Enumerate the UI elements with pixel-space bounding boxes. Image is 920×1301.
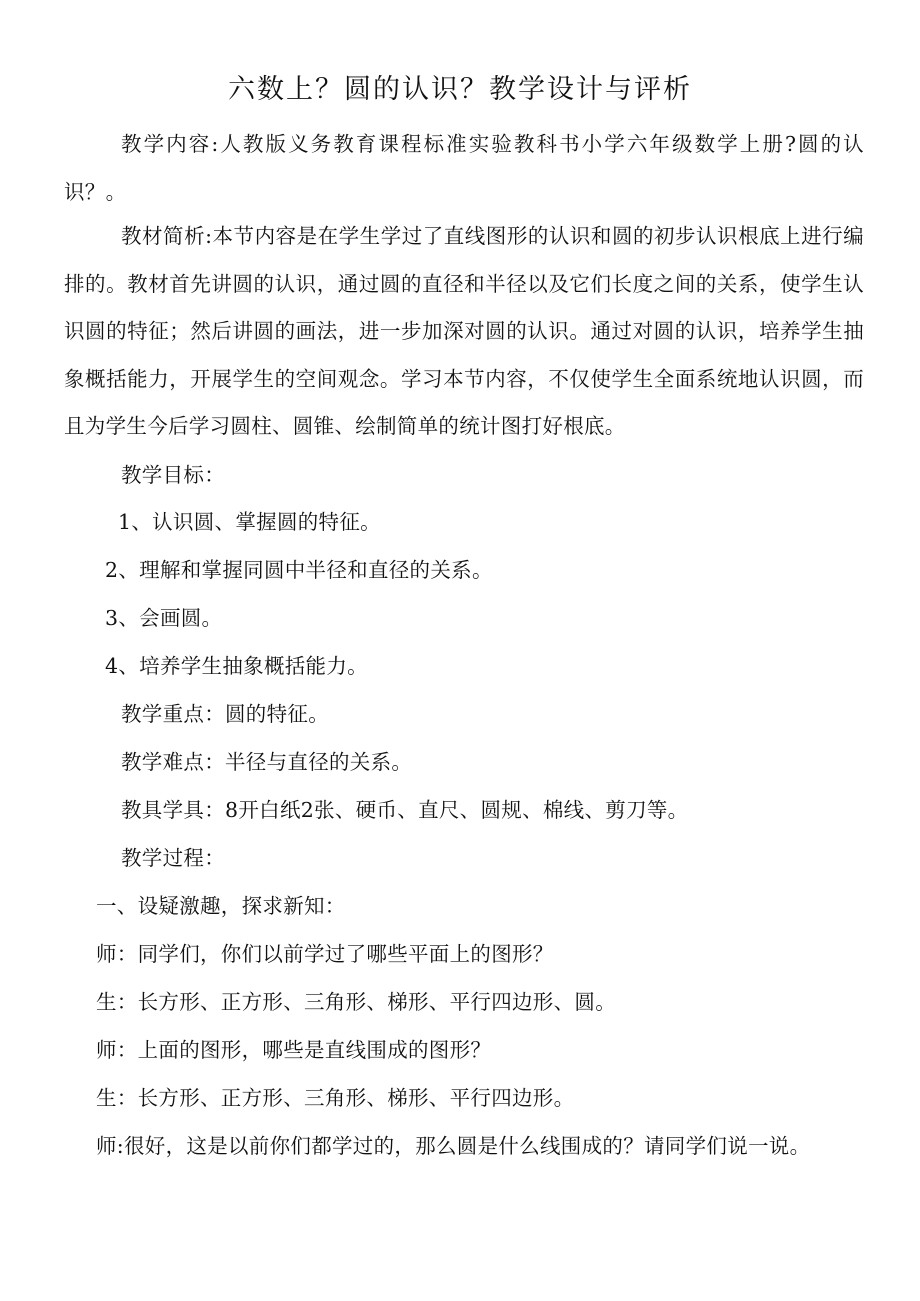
document-title: 六数上？圆的认识？教学设计与评析 (228, 74, 692, 105)
key-point: 教学重点：圆的特征。 (121, 702, 329, 726)
goal-item-3: 3、会画圆。 (105, 606, 223, 630)
teaching-content-paragraph: 教学内容:人教版义务教育课程标准实验教科书小学六年级数学上册?圆的认识？。 (64, 132, 864, 204)
goal-item-4: 4、培养学生抽象概括能力。 (105, 654, 368, 678)
process-heading: 教学过程： (121, 846, 225, 870)
material-analysis-paragraph: 教材简析:本节内容是在学生学过了直线图形的认识和圆的初步认识根底上进行编排的。教材首先讲圆的认识，通过圆的直径和半径以及它们长度之间的关系，使学生认识圆的特征；然后讲圆的画法，进一步加深对圆的认识。通过对圆的认识，培养学生抽象概括能力，开展学生的空间观念。学习本节内容，不仅使学生全面系统地认识圆，而且为学生今后学习圆柱、圆锥、绘制简单的统计图打好根底。 (64, 224, 864, 438)
dialogue-line-3: 师：上面的图形，哪些是直线围成的图形？ (96, 1038, 492, 1062)
section-1-heading: 一、设疑激趣，探求新知： (96, 894, 346, 918)
dialogue-line-1: 师：同学们，你们以前学过了哪些平面上的图形？ (96, 942, 554, 966)
goal-item-2: 2、理解和掌握同圆中半径和直径的关系。 (105, 558, 493, 582)
teaching-tools: 教具学具：8开白纸2张、硬币、直尺、圆规、棉线、剪刀等。 (121, 798, 689, 822)
dialogue-line-5: 师:很好，这是以前你们都学过的，那么圆是什么线围成的？请同学们说一说。 (96, 1134, 811, 1158)
goals-heading: 教学目标： (121, 463, 225, 487)
difficulty: 教学难点：半径与直径的关系。 (121, 750, 413, 774)
dialogue-line-2: 生：长方形、正方形、三角形、梯形、平行四边形、圆。 (96, 990, 616, 1014)
dialogue-line-4: 生：长方形、正方形、三角形、梯形、平行四边形。 (96, 1086, 575, 1110)
goal-item-1: 1、认识圆、掌握圆的特征。 (118, 510, 381, 534)
